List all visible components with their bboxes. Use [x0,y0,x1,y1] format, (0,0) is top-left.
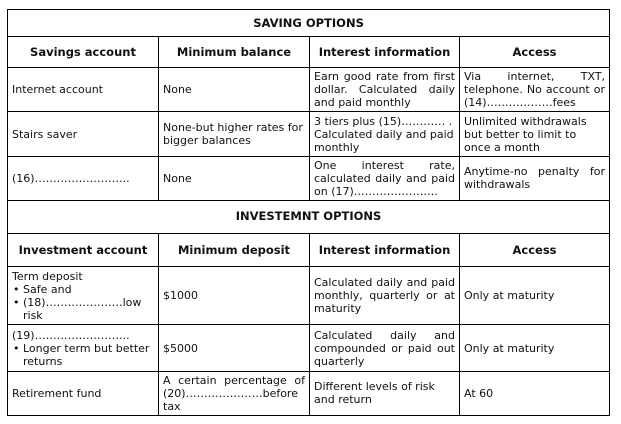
saving-header-access: Access [460,37,610,68]
investment-access-cell: At 60 [460,371,610,415]
saving-header-row [8,37,610,68]
investment-minimum-cell: $5000 [159,325,310,371]
investment-interest-cell: Calculated daily and compounded or paid out quarterly [310,325,460,371]
investment-header-access: Access [460,234,610,267]
saving-access-cell: Via internet, TXT, telephone. No account or (14)………………fees [460,68,610,112]
saving-title-row [8,10,610,37]
investment-header-account: Investment account [8,234,159,267]
investment-account-cell [8,371,159,415]
investment-header-minimum: Minimum deposit [159,234,310,267]
saving-account-cell: (16)…………………….. [8,156,159,200]
investment-minimum-cell: $1000 [159,267,310,325]
investment-header-interest: Interest information [310,234,460,267]
saving-options-title: SAVING OPTIONS [8,10,610,37]
investment-bullet: • Longer term but better returns [23,342,154,368]
saving-header-interest: Interest information [310,37,460,68]
investment-row [8,325,610,371]
saving-row [8,156,610,200]
investment-bullet: • (18)…………………low risk [23,296,154,322]
investment-account-title: Retirement fund [12,386,102,400]
investment-minimum-cell: A certain percentage of (20)…………………before tax [159,371,310,415]
options-table [7,9,610,416]
investment-row [8,371,610,415]
saving-header-account: Savings account [8,37,159,68]
investment-interest-cell: Different levels of risk and return [310,371,460,415]
investment-header-row [8,234,610,267]
saving-minimum-cell: None [159,156,310,200]
investment-interest-cell: Calculated daily and paid monthly, quarterly or at maturity [310,267,460,325]
saving-interest-cell: Earn good rate from first dollar. Calculated daily and paid monthly [310,68,460,112]
saving-interest-cell: One interest rate, calculated daily and paid on (17)………………….. [310,156,460,200]
saving-account-cell: Internet account [8,68,159,112]
investment-account-cell [8,267,159,325]
saving-row [8,68,610,112]
investment-account-cell [8,325,159,371]
investment-options-title: INVESTEMNT OPTIONS [8,200,610,233]
investment-account-title: Term deposit [12,269,83,283]
investment-bullet: • Safe and [23,283,154,296]
saving-minimum-cell: None-but higher rates for bigger balances [159,112,310,156]
saving-row [8,112,610,156]
saving-access-cell: Unlimited withdrawals but better to limit to once a month [460,112,610,156]
investment-row [8,267,610,325]
investment-title-row [8,200,610,233]
investment-account-bullets [12,283,154,322]
investment-access-cell: Only at maturity [460,325,610,371]
saving-minimum-cell: None [159,68,310,112]
saving-account-cell: Stairs saver [8,112,159,156]
investment-access-cell: Only at maturity [460,267,610,325]
investment-account-title: (19)…………………….. [12,328,130,342]
saving-interest-cell: 3 tiers plus (15)………… . Calculated daily and paid monthly [310,112,460,156]
saving-header-minimum: Minimum balance [159,37,310,68]
saving-access-cell: Anytime-no penalty for withdrawals [460,156,610,200]
investment-account-bullets [12,342,154,368]
